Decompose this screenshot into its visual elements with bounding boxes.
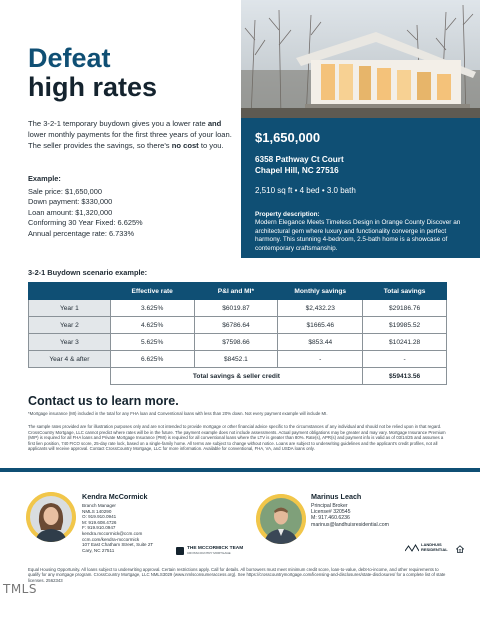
team-logo-name: THE MCCORMICK TEAM	[187, 546, 244, 551]
property-photo	[241, 0, 480, 118]
example-line: Conforming 30 Year Fixed: 6.625%	[28, 218, 143, 228]
buydown-table	[28, 282, 447, 385]
agent2-mobile-phone[interactable]: M: 917.460.6236	[311, 515, 350, 522]
equal-housing-icon	[456, 545, 464, 553]
table-cell: -	[278, 351, 363, 368]
headline-line1: Defeat	[28, 43, 111, 73]
agent1-title: Branch Manager	[82, 503, 116, 508]
property-price: $1,650,000	[255, 130, 321, 145]
table-cell: 5.625%	[110, 334, 194, 351]
person-portrait-icon	[26, 492, 76, 542]
table-cell: $29186.76	[363, 300, 447, 317]
agent1-nmls: NMLS 140290	[82, 508, 112, 514]
agent2-name: Marinus Leach	[311, 492, 362, 501]
team-logo-icon	[176, 547, 184, 555]
team-logo-sub: CROSSCOUNTRY MORTGAGE	[187, 551, 231, 555]
example-line: Loan amount: $1,320,000	[28, 207, 113, 217]
table-cell: $2,432.23	[278, 300, 363, 317]
table-row	[29, 351, 447, 368]
agent1-address-city: Cary, NC 27511	[82, 547, 115, 553]
agent1-address-street: 107 East Chatham Street, Suite 2T	[82, 542, 154, 548]
intro-part1: The 3-2-1 temporary buydown gives you a lower rate	[28, 119, 208, 128]
table-cell: 3.625%	[110, 300, 194, 317]
table-cell: 6.625%	[110, 351, 194, 368]
buydown-title: 3-2-1 Buydown scenario example:	[28, 268, 148, 277]
landhuis-logo-line1: LANDHUIS	[421, 542, 442, 548]
example-title: Example:	[28, 174, 61, 183]
property-description-title: Property description:	[255, 211, 320, 218]
table-cell: $19985.52	[363, 317, 447, 334]
example-line: Sale price: $1,650,000	[28, 186, 102, 196]
table-cell: -	[363, 351, 447, 368]
contact-heading: Contact us to learn more.	[28, 394, 179, 408]
table-cell: $7598.66	[194, 334, 278, 351]
table-cell: $853.44	[278, 334, 363, 351]
agent1-name: Kendra McCormick	[82, 492, 148, 501]
table-cell: $1665.46	[278, 317, 363, 334]
agent2-license: License# 320545	[311, 509, 351, 516]
table-header-cell: Monthly savings	[278, 283, 363, 300]
table-blank-cell	[29, 368, 111, 385]
agent1-email[interactable]: kendra.mccormick@ccm.com	[82, 530, 143, 536]
property-description: Modern Elegance Meets Timeless Design in Orange County Discover an architectural gem where luxury and functionality converge in perfect harmony. This stunning 4-bedroom, 2.5-bath home is a showcase of contemporary craftsmanship.	[255, 219, 461, 252]
agent2-avatar	[256, 494, 306, 544]
table-cell: $10241.28	[363, 334, 447, 351]
agent1-avatar	[26, 492, 76, 542]
table-cell: 4.625%	[110, 317, 194, 334]
landhuis-logo-text	[421, 543, 448, 552]
landhuis-logo	[405, 543, 448, 552]
headline	[28, 44, 238, 102]
headline-line2: high rates	[28, 72, 158, 102]
agent1-office-phone[interactable]: O: 919.910.0941	[82, 514, 117, 520]
person-portrait-icon	[256, 494, 306, 544]
intro-part2: lower monthly payments for the first three years of your loan. The seller provides the savings, so there's	[28, 130, 232, 151]
table-header-cell	[29, 283, 111, 300]
table-header-row	[29, 283, 447, 300]
mi-footnote: *Mortgage insurance (MI) included in the total for any FHA loan and Conventional loans with less than 20% down. Not every payment example will include MI.	[28, 411, 328, 416]
table-row	[29, 317, 447, 334]
table-row	[29, 300, 447, 317]
table-cell: Year 4 & after	[29, 351, 111, 368]
agent2-card	[311, 492, 431, 528]
property-address-line1: 6358 Pathway Ct Court	[255, 155, 344, 164]
landhuis-logo-line2: RESIDENTIAL	[421, 546, 448, 552]
table-cell: $8452.1	[194, 351, 278, 368]
mccormick-team-logo	[176, 544, 256, 558]
tmls-watermark: TMLS	[3, 582, 37, 596]
example-line: Annual percentage rate: 6.733%	[28, 228, 135, 238]
intro-bold-no-cost: no cost	[171, 141, 199, 151]
table-cell: $6786.64	[194, 317, 278, 334]
team-logo-text	[187, 546, 243, 556]
table-total-row	[29, 368, 447, 385]
table-cell: Year 3	[29, 334, 111, 351]
table-row	[29, 334, 447, 351]
agent2-title: Principal Broker	[311, 503, 348, 509]
agent1-mobile-phone[interactable]: M: 919.608.4726	[82, 519, 117, 525]
intro-part3: to you.	[198, 141, 224, 151]
property-panel	[241, 118, 480, 258]
table-header-cell: Effective rate	[110, 283, 194, 300]
table-header-cell: P&I and MI*	[194, 283, 278, 300]
total-label: Total savings & seller credit	[110, 368, 362, 385]
divider-band	[0, 468, 480, 472]
property-specs: 2,510 sq ft • 4 bed • 3.0 bath	[255, 186, 356, 195]
intro-text	[28, 118, 238, 152]
total-value: $59413.56	[363, 368, 447, 385]
loan-example	[28, 174, 238, 240]
table-cell: Year 2	[29, 317, 111, 334]
property-address-line2: Chapel Hill, NC 27516	[255, 166, 339, 175]
rate-disclaimer: The sample rates provided are for illustration purposes only and are not intended to provide mortgage or other financial advice specific to the circumstances of any individual and should not be relied upon in that regard. CrossCountry Mortgage, LLC cannot predict where rates will be in the future. The payment example does not include assessments. Actual payment obligations may be greater and may vary. Mortgage Insurance Premium (MIP) is required for all FHA loans and Private Mortgage Insurance (PMI) is required for all conventional loans where the LTV is greater than 80%. Rate(s), APR(s) and payment info is valid as of 03/14/25 and assumes a first lien position, 740 FICO score, 25-day rate lock, based on a single-family home. All terms are subject to change without notice. Loans are subject to underwriting guidelines and the applicant's credit profiles, not all applicants will receive approval. Contact CrossCountry Mortgage, LLC for more information. Available for conventional, FHA, VA, and USDA loans only.	[28, 424, 446, 452]
intro-bold-and: and	[207, 119, 222, 128]
agent1-website[interactable]: ccm.com/kendra-mccormick	[82, 536, 140, 542]
table-header-cell: Total savings	[363, 283, 447, 300]
house-roof-icon	[405, 543, 419, 552]
agent2-email[interactable]: marinus@landhuisresidential.com	[311, 521, 389, 528]
table-cell: $6019.87	[194, 300, 278, 317]
table-cell: Year 1	[29, 300, 111, 317]
agent1-fax: F: 919.910.0947	[82, 525, 116, 531]
example-line: Down payment: $330,000	[28, 197, 113, 207]
legal-footer: Equal Housing Opportunity. All loans subject to underwriting approval. Certain restrictions apply. Call for details. All borrowers must meet minimum credit score, loan-to-value, debt-to-income, and other requirements to qualify for any mortgage program. CrossCountry Mortgage, LLC NMLS3029 (www.nmlsconsumeraccess.org). See https://crosscountrymortgage.com/licensing-and-disclosures/state-disclosures/ for a complete list of state licenses. 2562343	[28, 567, 446, 583]
house-illustration	[241, 0, 480, 118]
